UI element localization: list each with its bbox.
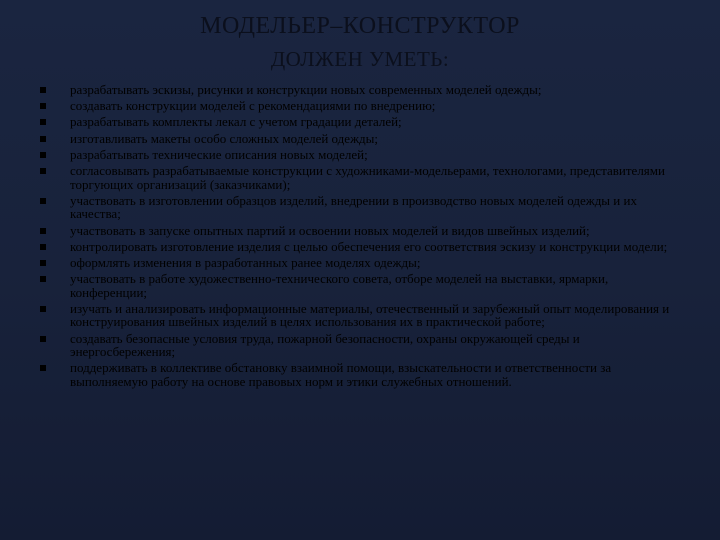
list-item-text: создавать конструкции моделей с рекомендациями по внедрению; bbox=[70, 98, 436, 114]
list-item bbox=[38, 256, 678, 270]
list-item bbox=[38, 224, 678, 238]
list-item-text: участвовать в работе художественно-технического совета, отборе моделей на выставки, ярмарки, конференции; bbox=[70, 271, 609, 300]
square-bullet-icon bbox=[40, 276, 46, 282]
list-item-text: поддерживать в коллективе обстановку взаимной помощи, взыскательности и ответственности за выполняемую работу на основе правовых норм и этики служебных отношений. bbox=[70, 360, 612, 389]
square-bullet-icon bbox=[40, 103, 46, 109]
list-item bbox=[38, 83, 678, 97]
square-bullet-icon bbox=[40, 228, 46, 234]
list-item bbox=[38, 115, 678, 129]
square-bullet-icon bbox=[40, 260, 46, 266]
square-bullet-icon bbox=[40, 244, 46, 250]
list-item bbox=[38, 302, 678, 329]
slide-subtitle: ДОЛЖЕН УМЕТЬ: bbox=[270, 47, 450, 71]
list-item bbox=[38, 361, 678, 388]
list-item-text: изучать и анализировать информационные материалы, отечественный и зарубежный опыт моделирования и конструирования швейных изделий в целях использования их в практической работе; bbox=[70, 300, 670, 330]
square-bullet-icon bbox=[40, 198, 46, 204]
list-item-text: разрабатывать комплекты лекал с учетом градации деталей; bbox=[70, 114, 402, 130]
list-item-text: участвовать в изготовлении образцов изделий, внедрении в производство новых моделей одежды и их качества; bbox=[70, 192, 637, 222]
square-bullet-icon bbox=[40, 365, 46, 371]
list-item-text: контролировать изготовление изделия с целью обеспечения его соответствия эскизу и конструкции модели; bbox=[70, 238, 668, 254]
list-item bbox=[38, 240, 678, 254]
list-item bbox=[38, 148, 678, 162]
list-item bbox=[38, 272, 678, 299]
list-item bbox=[38, 332, 678, 359]
list-item-text: изготавливать макеты особо сложных моделей одежды; bbox=[70, 130, 379, 146]
list-item bbox=[38, 99, 678, 113]
list-item-text: оформлять изменения в разработанных ранее моделях одежды; bbox=[70, 254, 421, 270]
list-item-text: разрабатывать эскизы, рисунки и конструкции новых современных моделей одежды; bbox=[70, 82, 542, 97]
square-bullet-icon bbox=[40, 87, 46, 93]
list-item-text: согласовывать разрабатываемые конструкции с художниками-модельерами, технологами, представителями торгующих организаций (заказчиками); bbox=[70, 162, 665, 192]
list-item bbox=[38, 164, 678, 191]
square-bullet-icon bbox=[40, 136, 46, 142]
square-bullet-icon bbox=[40, 336, 46, 342]
list-item bbox=[38, 194, 678, 221]
square-bullet-icon bbox=[40, 168, 46, 174]
list-item-text: участвовать в запуске опытных партий и освоении новых моделей и видов швейных изделий; bbox=[70, 222, 590, 238]
square-bullet-icon bbox=[40, 306, 46, 312]
list-item-text: разрабатывать технические описания новых моделей; bbox=[70, 146, 368, 162]
slide-title: МОДЕЛЬЕР–КОНСТРУКТОР bbox=[200, 13, 520, 39]
square-bullet-icon bbox=[40, 119, 46, 125]
square-bullet-icon bbox=[40, 152, 46, 158]
list-item bbox=[38, 132, 678, 146]
bullet-list bbox=[38, 83, 678, 391]
list-item-text: создавать безопасные условия труда, пожарной безопасности, охраны окружающей среды и энергосбережения; bbox=[70, 330, 580, 360]
